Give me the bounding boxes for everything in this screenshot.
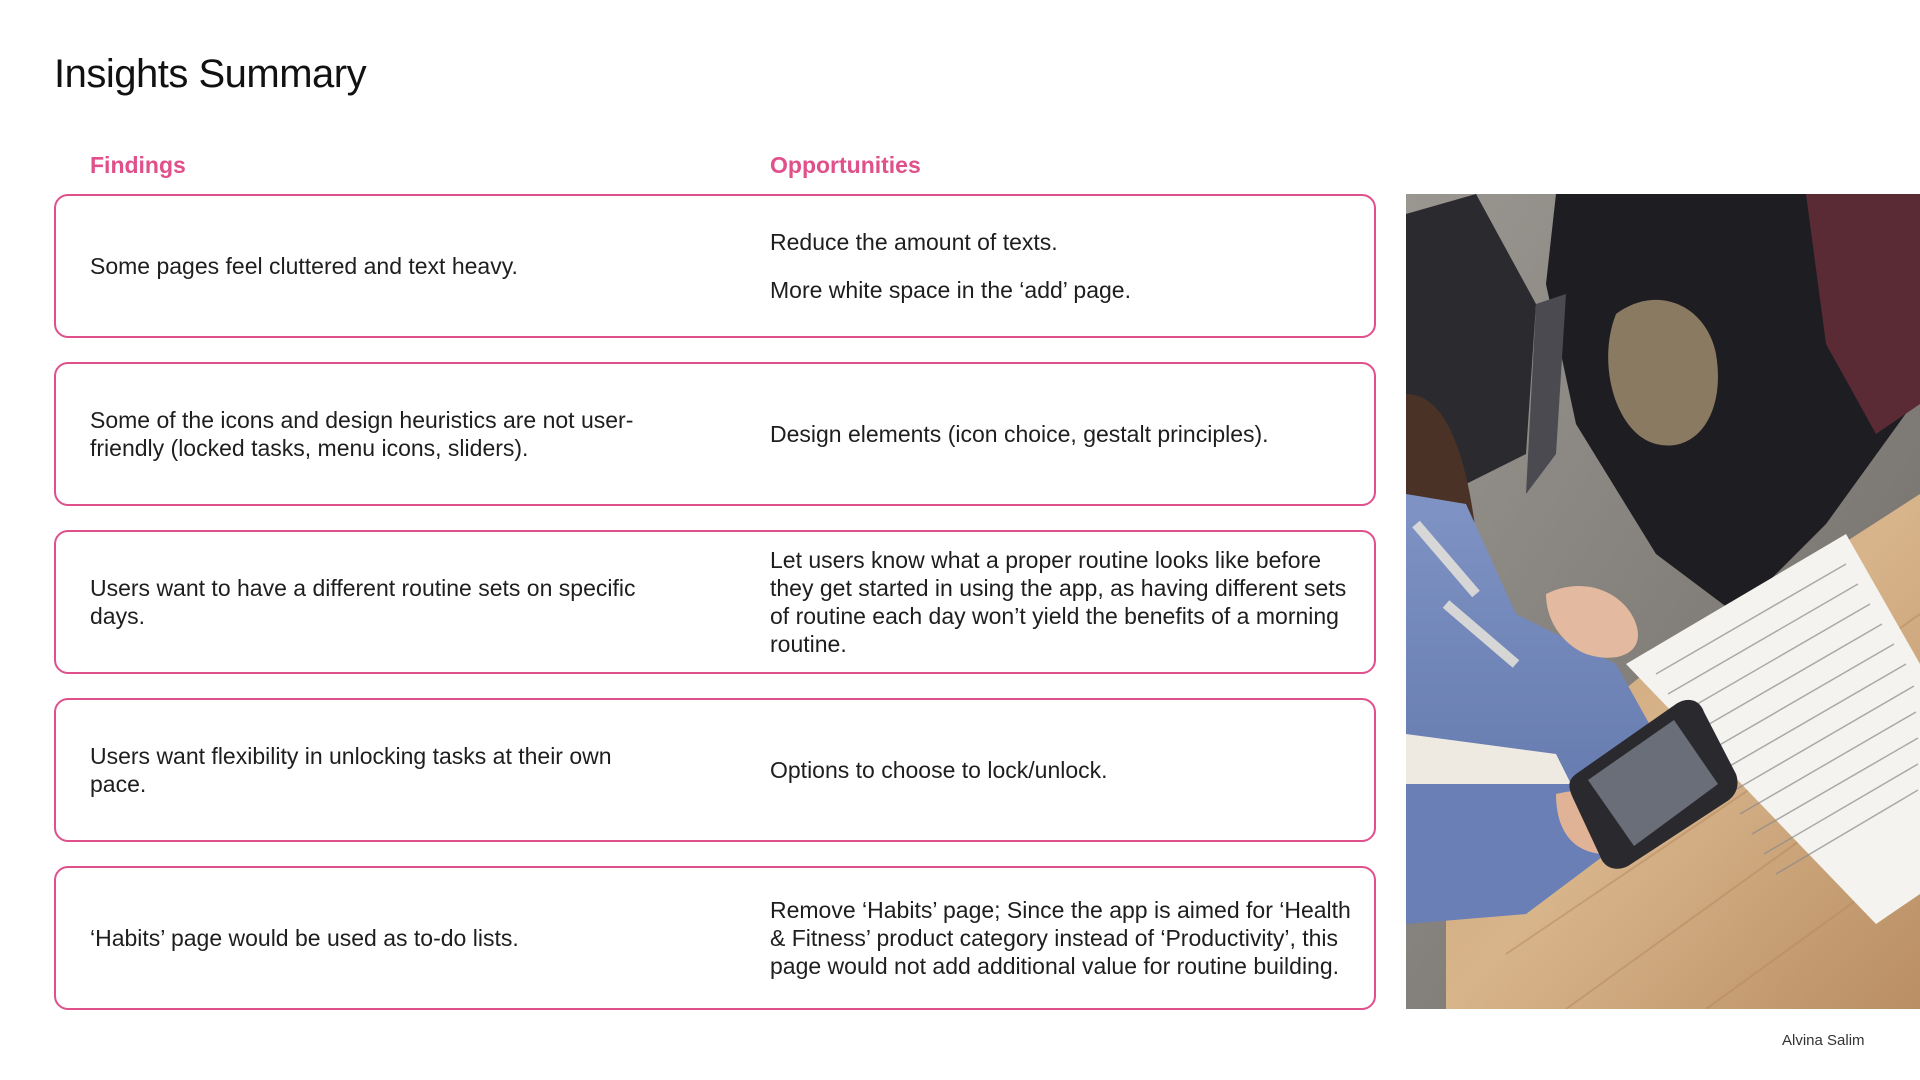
opportunity-cell: [770, 196, 1360, 336]
finding-text: Users want flexibility in unlocking tasks at their own pace.: [90, 743, 612, 797]
opportunity-cell: [770, 868, 1360, 1008]
opportunity-cell: [770, 700, 1360, 840]
insight-row: [54, 698, 1376, 842]
finding-text: ‘Habits’ page would be used as to-do lists.: [90, 925, 519, 951]
insight-row: [54, 362, 1376, 506]
opportunity-text: Reduce the amount of texts.: [770, 229, 1058, 255]
insight-row: [54, 866, 1376, 1010]
finding-text: Some pages feel cluttered and text heavy.: [90, 253, 518, 279]
insight-row: [54, 530, 1376, 674]
opportunity-text: Remove ‘Habits’ page; Since the app is aimed for ‘Health & Fitness’ product category instead of ‘Productivity’, this page would not add additional value for routine building.: [770, 897, 1351, 979]
finding-text: Users want to have a different routine sets on specific days.: [90, 575, 636, 629]
author-credit: Alvina Salim: [1782, 1032, 1865, 1049]
opportunity-text: More white space in the ‘add’ page.: [770, 277, 1131, 303]
opportunities-column-header: Opportunities: [770, 152, 921, 178]
opportunity-text: Let users know what a proper routine looks like before they get started in using the app, as having different sets of routine each day won’t yield the benefits of a morning routine.: [770, 547, 1347, 657]
insight-row: [54, 194, 1376, 338]
opportunity-text: Options to choose to lock/unlock.: [770, 757, 1108, 783]
opportunity-cell: [770, 364, 1360, 504]
finding-text: Some of the icons and design heuristics are not user-friendly (locked tasks, menu icons, sliders).: [90, 407, 634, 461]
user-testing-photo: [1406, 194, 1920, 1009]
opportunity-text: Design elements (icon choice, gestalt principles).: [770, 421, 1269, 447]
opportunity-cell: [770, 532, 1360, 672]
insights-table: [54, 194, 1376, 1010]
findings-column-header: Findings: [90, 152, 186, 178]
page-title: Insights Summary: [54, 52, 367, 96]
